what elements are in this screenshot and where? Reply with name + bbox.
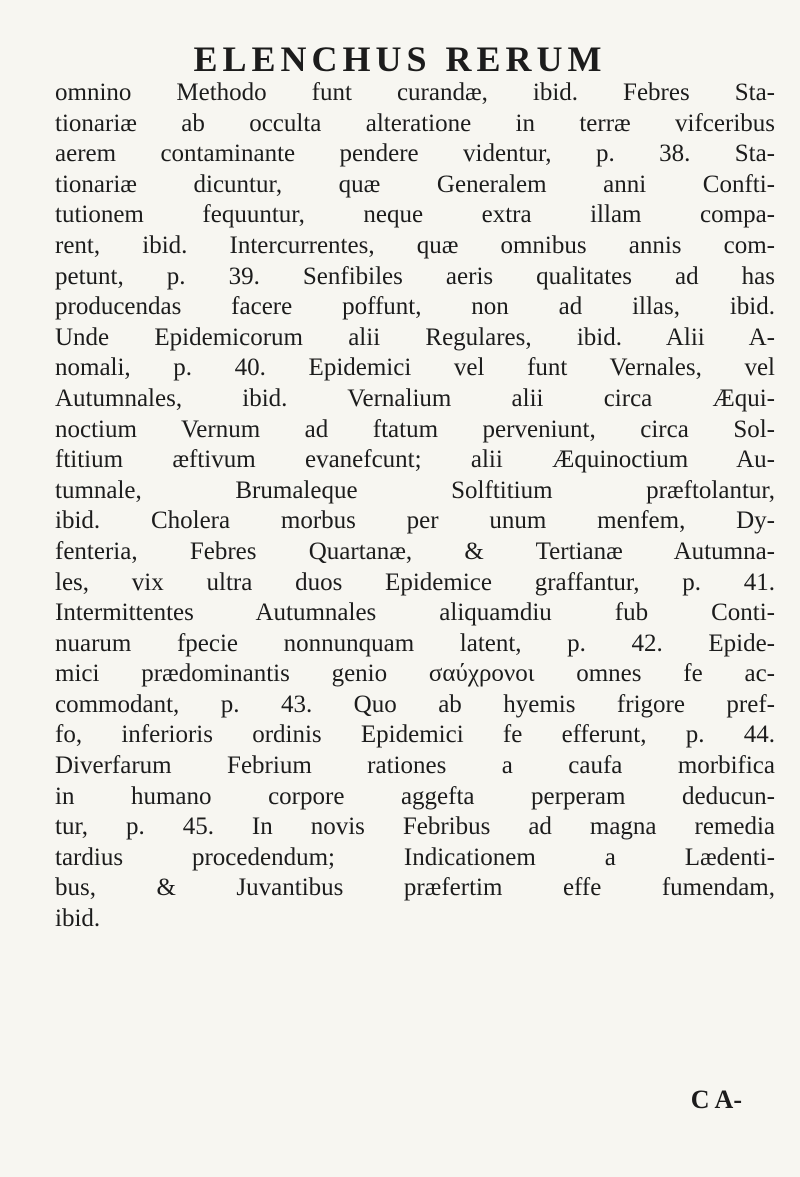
text-line: tardius procedendum; Indicationem a Lædenti- [55,843,775,871]
text-line: ftitium æftivum evanefcunt; alii Æquinoctium Au- [55,446,775,474]
text-line: ibid. Cholera morbus per unum menfem, Dy- [55,507,775,535]
text-line: noctium Vernum ad ftatum perveniunt, circa Sol- [55,415,775,443]
catchword: C A- [690,1085,742,1114]
text-line: tionariæ ab occulta alteratione in terræ vifceribus [55,109,775,137]
text-line: tutionem fequuntur, neque extra illam compa- [55,201,775,229]
text-line: tur, p. 45. In novis Febribus ad magna remedia [55,813,775,841]
text-line: petunt, p. 39. Senfibiles aeris qualitates ad has [55,262,775,290]
text-line: in humano corpore aggefta perperam deducun- [55,782,775,810]
text-line: Intermittentes Autumnales aliquamdiu fub Conti- [55,599,775,627]
text-line: tumnale, Brumaleque Solftitium præftolantur, [55,476,775,504]
text-line: fo, inferioris ordinis Epidemici fe efferunt, p. 44. [55,721,775,749]
text-line: ibid. [55,905,101,933]
text-line: fenteria, Febres Quartanæ, & Tertianæ Autumna- [55,537,775,565]
text-line: rent, ibid. Intercurrentes, quæ omnibus annis com- [55,231,775,259]
text-line: Unde Epidemicorum alii Regulares, ibid. Alii A- [55,323,775,351]
text-line: aerem contaminante pendere videntur, p. 38. Sta- [55,140,775,168]
index-paragraph [55,78,775,935]
text-line: bus, & Juvantibus præfertim effe fumendam, [55,874,775,902]
running-head: ELENCHUS RERUM [193,39,607,79]
text-line: Diverfarum Febrium rationes a caufa morbifica [55,752,775,780]
text-line: producendas facere poffunt, non ad illas, ibid. [55,293,775,321]
text-line: tionariæ dicuntur, quæ Generalem anni Confti- [55,170,775,198]
text-line: nuarum fpecie nonnunquam latent, p. 42. Epide- [55,629,775,657]
text-line: omnino Methodo funt curandæ, ibid. Febres Sta- [55,79,775,106]
text-line: mici prædominantis genio σαύχρονοι omnes fe ac- [55,660,775,688]
text-line: commodant, p. 43. Quo ab hyemis frigore pref- [55,690,775,718]
text-line: les, vix ultra duos Epidemice graffantur, p. 41. [55,568,775,596]
text-line: Autumnales, ibid. Vernalium alii circa Æqui- [55,384,775,412]
text-line: nomali, p. 40. Epidemici vel funt Vernales, vel [55,354,775,382]
